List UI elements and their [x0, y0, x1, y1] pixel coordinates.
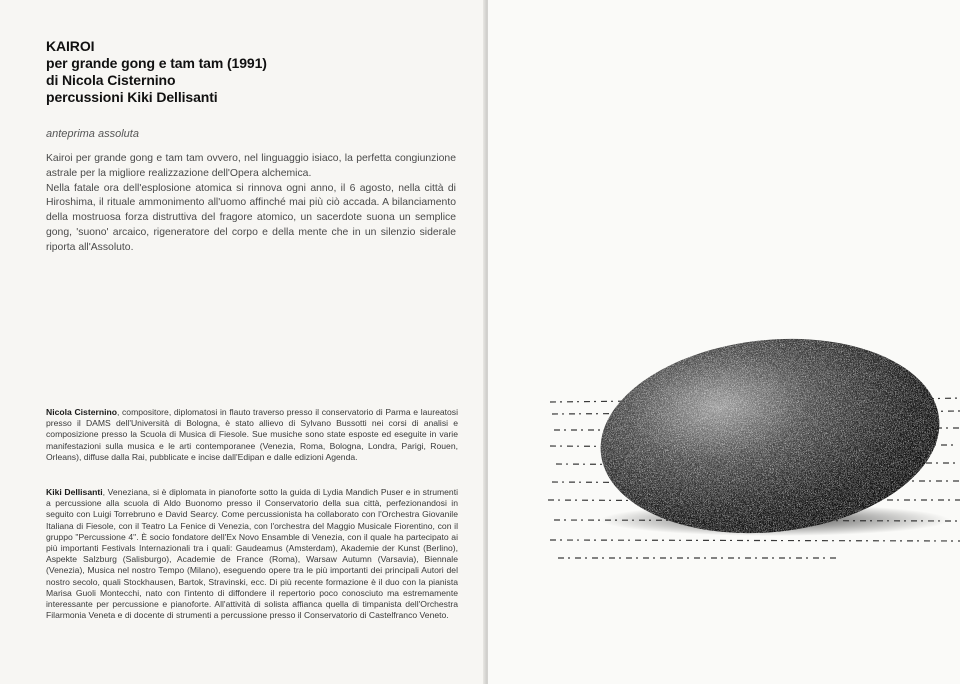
- work-title: KAIROI: [46, 38, 95, 54]
- performer-bio-text: , Veneziana, si è diplomata in pianoforte sotto la guida di Lydia Mandich Puser e in strumenti a percussione alla scuola di Aldo Buonomo presso il Conservatorio della sua città, perfezionandosi in seguito con Luigi Torrebruno e David Searcy. Come percussionista ha collaborato con l'Orchestra Giovanile Italiana di Fiesole, con il Teatro La Fenice di Venezia, con l'orchestra del Maggio Musicale Fiorentino, con il gruppo "Percussione 4". È socio fondatore dell'Ex Novo Ensamble di Venezia, con il quale ha partecipato ai più importanti Festivals Internazionali tra i quali: Gaudeamus (Amsterdam), Akademie der Kunst (Berlino), Aspekte Salzburg (Salisburgo), Academie de France (Roma), Warsaw Autumn (Varsavia), Biennale (Venezia), Musica nel nostro Tempo (Milano), eseguendo opere tra le più importanti dei principali Autori del nostro secolo, quali Stockhausen, Bartok, Stravinski, ecc. Di più recente formazione è il duo con la pianista Marisa Guoli Montecchi, nato con l'intento di diffondere il repertorio poco conosciuto ma estremamente interessante per percussione e pianoforte. All'attività di solista affianca quella di timpanista dell'Orchestra Filarmonia Veneta e di docente di strumenti a percussione presso il Conservatorio di Castelfranco Veneto.: [46, 487, 459, 621]
- composer-bio-text: , compositore, diplomatosi in flauto traverso presso il conservatorio di Parma e laureatosi presso il DAMS dell'Università di Bologna, è stato allievo di Sylvano Bussotti nei corsi di analisi e composizione presso la Scuola di Musica di Fiesole. Sue musiche sono state esposte ed eseguite in varie manifestazioni sulla musica e le arti contemporanee (Venezia, Roma, Bologna, Londra, Parigi, Rouen, Orleans), diffuse dalla Rai, pubblicate e incise dall'Edipan e dalle edizioni Agenda.: [46, 407, 458, 462]
- program-note-paragraph-2: Nella fatale ora dell'esplosione atomica si rinnova ogni anno, il 6 agosto, nella città di Hiroshima, il rituale ammonimento all'uomo affinché mai più ciò accada. A bilanciamento della mostruosa forza distruttiva del fragore atomico, un sacerdote suona un semplice gong, 'suono' arcaico, rigeneratore del corpo e della mente che in un silenzio siderale riporta all'Assoluto.: [46, 182, 456, 253]
- composer-credit: di Nicola Cisternino: [46, 72, 176, 88]
- composer-bio: [46, 407, 458, 463]
- performer-credit: percussioni Kiki Dellisanti: [46, 89, 218, 105]
- program-note-paragraph-1: Kairoi per grande gong e tam tam ovvero, nel linguaggio isiaco, la perfetta congiunzione astrale per la migliore realizzazione dell'Opera alchemica.: [46, 153, 456, 179]
- program-title-block: [46, 38, 466, 106]
- performer-bio: [46, 487, 458, 621]
- composer-bio-name: Nicola Cisternino: [46, 407, 117, 417]
- egg-illustration: [540, 318, 960, 618]
- performer-bio-name: Kiki Dellisanti: [46, 487, 103, 497]
- premiere-note: anteprima assoluta: [46, 128, 139, 140]
- program-note: [46, 152, 456, 256]
- work-instrumentation: per grande gong e tam tam (1991): [46, 55, 267, 71]
